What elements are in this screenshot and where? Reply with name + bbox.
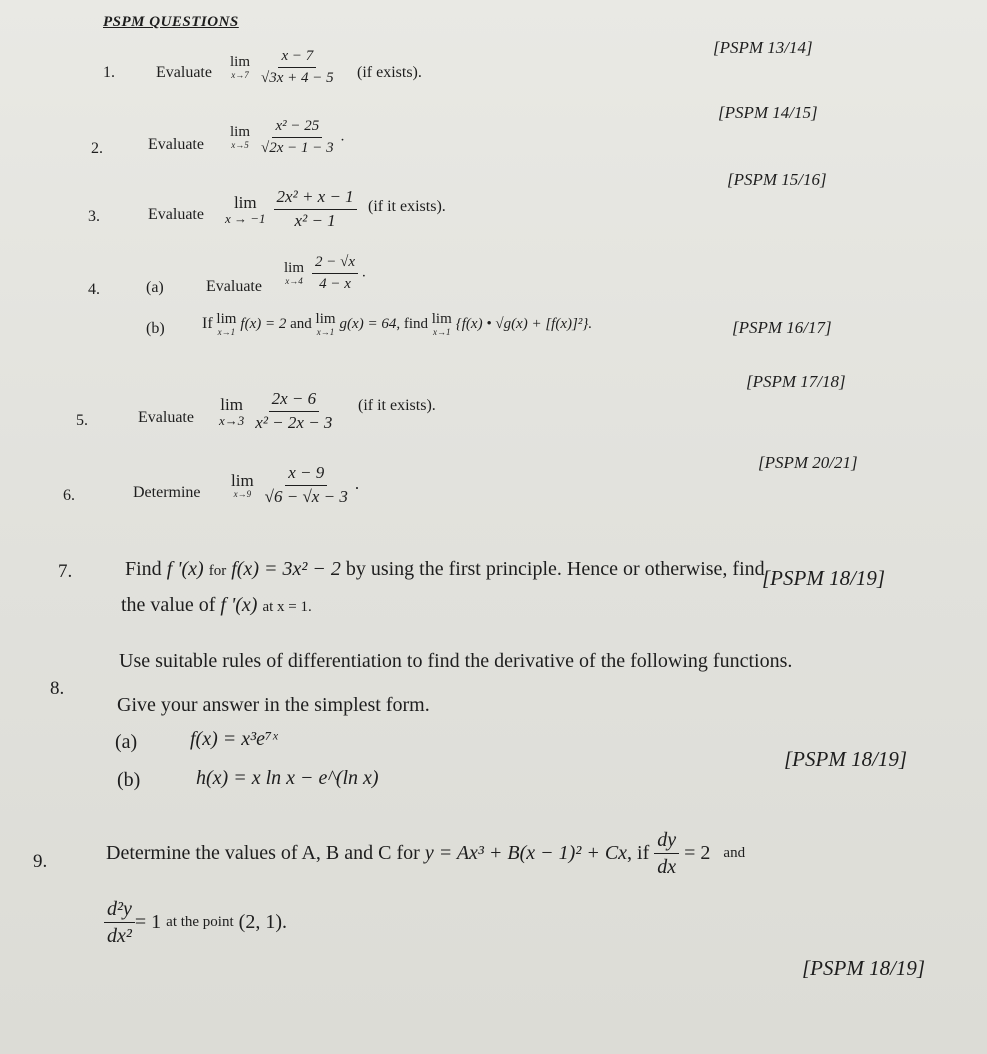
limit-expression [231,464,359,506]
question-number: 1. [103,64,115,81]
question-text: Evaluate [206,278,262,295]
limit-expression [230,48,337,86]
part-label: (b) [117,769,141,791]
question-text: If [202,314,213,332]
lim-subscript: x→1 [316,327,335,337]
question-tail: (if it exists). [358,397,436,414]
lim-subscript: x→1 [433,327,451,337]
numerator: 2 − √x [312,254,358,274]
exam-reference: [PSPM 18/19] [784,747,908,771]
part-label: (a) [115,731,138,753]
lim-subscript: x→9 [233,488,252,499]
question-number: 9. [33,851,48,872]
denominator: dx [657,856,677,878]
question-number: 8. [50,678,65,699]
question-text: , find [396,315,428,332]
exam-reference: [PSPM 20/21] [758,453,858,472]
page-title: PSPM QUESTIONS [103,14,239,30]
question-number: 4. [88,281,100,298]
question-number: 3. [88,208,100,225]
exam-reference: [PSPM 18/19] [802,956,926,980]
lim-symbol: lim [284,259,305,276]
lim-symbol: lim [431,311,452,327]
question-text: and [290,315,312,332]
lim-subscript: x→5 [231,139,249,150]
denominator: 4 − x [319,275,351,292]
numerator: 2x − 6 [269,390,320,412]
denominator: x² − 1 [294,210,336,230]
question-text: Give your answer in the simplest form. [117,694,430,716]
question-tail: . [354,473,360,493]
math-expression: {f(x) • √g(x) + [f(x)]²}. [455,315,593,332]
question-tail: . [362,264,366,281]
part-label: (a) [146,279,164,296]
question-text: $\frac{\text{d²y}}{\text{dx²}}$ = 1 at the point (2, 1). [104,898,287,947]
part-label: (b) [146,320,165,337]
math-expression: f(x) = 2 [240,315,287,332]
exam-reference: [PSPM 13/14] [713,38,813,57]
numerator: x − 9 [285,464,327,486]
math-expression: f(x) = x³e⁷ˣ [190,728,278,750]
lim-subscript: x→3 [219,412,245,428]
denominator: x² − 2x − 3 [255,412,333,432]
question-text: Use suitable rules of differentiation to find the derivative of the following functions. [119,650,793,672]
lim-symbol: lim [233,192,257,212]
question-text: Determine the values of A, B and C for y = Ax³ + B(x − 1)² + Cx, if $\frac{dy}{dx}$ = 2 and [106,829,746,878]
question-tail: . [340,128,345,145]
question-text: the value of f '(x) at x = 1. [121,594,312,616]
question-text: Find f '(x) for f(x) = 3x² − 2 by using the first principle. Hence or otherwise, find [125,558,765,580]
question-tail: (if it exists). [368,198,446,215]
question-text: Evaluate [156,64,212,81]
denominator: √2x − 1 − 3 [261,139,334,156]
numerator: x² − 25 [272,118,322,138]
question-number: 2. [91,140,103,157]
exam-reference: [PSPM 17/18] [746,372,846,391]
lim-subscript: x→1 [217,327,236,337]
limit-expression [219,390,335,432]
numerator: x − 7 [278,48,316,68]
math-expression: h(x) = x ln x − e^(ln x) [196,767,379,789]
question-text: Evaluate [138,409,194,426]
lim-symbol: lim [216,311,237,327]
denominator: √3x + 4 − 5 [261,69,334,86]
lim-symbol: lim [220,394,243,414]
lim-subscript: x→7 [231,69,249,80]
question-text: Evaluate [148,206,204,223]
denominator: dx² [107,925,132,947]
lim-symbol: lim [230,123,251,140]
question-number: 6. [63,487,75,504]
limit-expression [230,118,344,156]
lim-symbol: lim [315,311,336,327]
math-expression: g(x) = 64 [339,315,397,332]
question-number: 7. [58,561,73,582]
lim-subscript: x → −1 [225,210,266,226]
question-text: Determine [133,484,201,501]
part-b-expression [202,312,592,337]
numerator: dy [654,829,679,854]
limit-expression [225,188,357,230]
question-number: 5. [76,412,88,429]
exam-reference: [PSPM 15/16] [727,170,827,189]
numerator: 2x² + x − 1 [274,188,357,210]
denominator: √6 − √x − 3 [264,486,348,506]
exam-reference: [PSPM 16/17] [732,318,832,337]
question-text: Evaluate [148,136,204,153]
question-tail: (if exists). [357,64,422,81]
limit-expression [284,254,366,292]
numerator: d²y [104,898,135,923]
lim-symbol: lim [230,53,251,70]
exam-reference: [PSPM 18/19] [762,566,886,590]
lim-subscript: x→4 [285,275,303,286]
lim-symbol: lim [231,470,254,490]
exam-reference: [PSPM 14/15] [718,103,818,122]
